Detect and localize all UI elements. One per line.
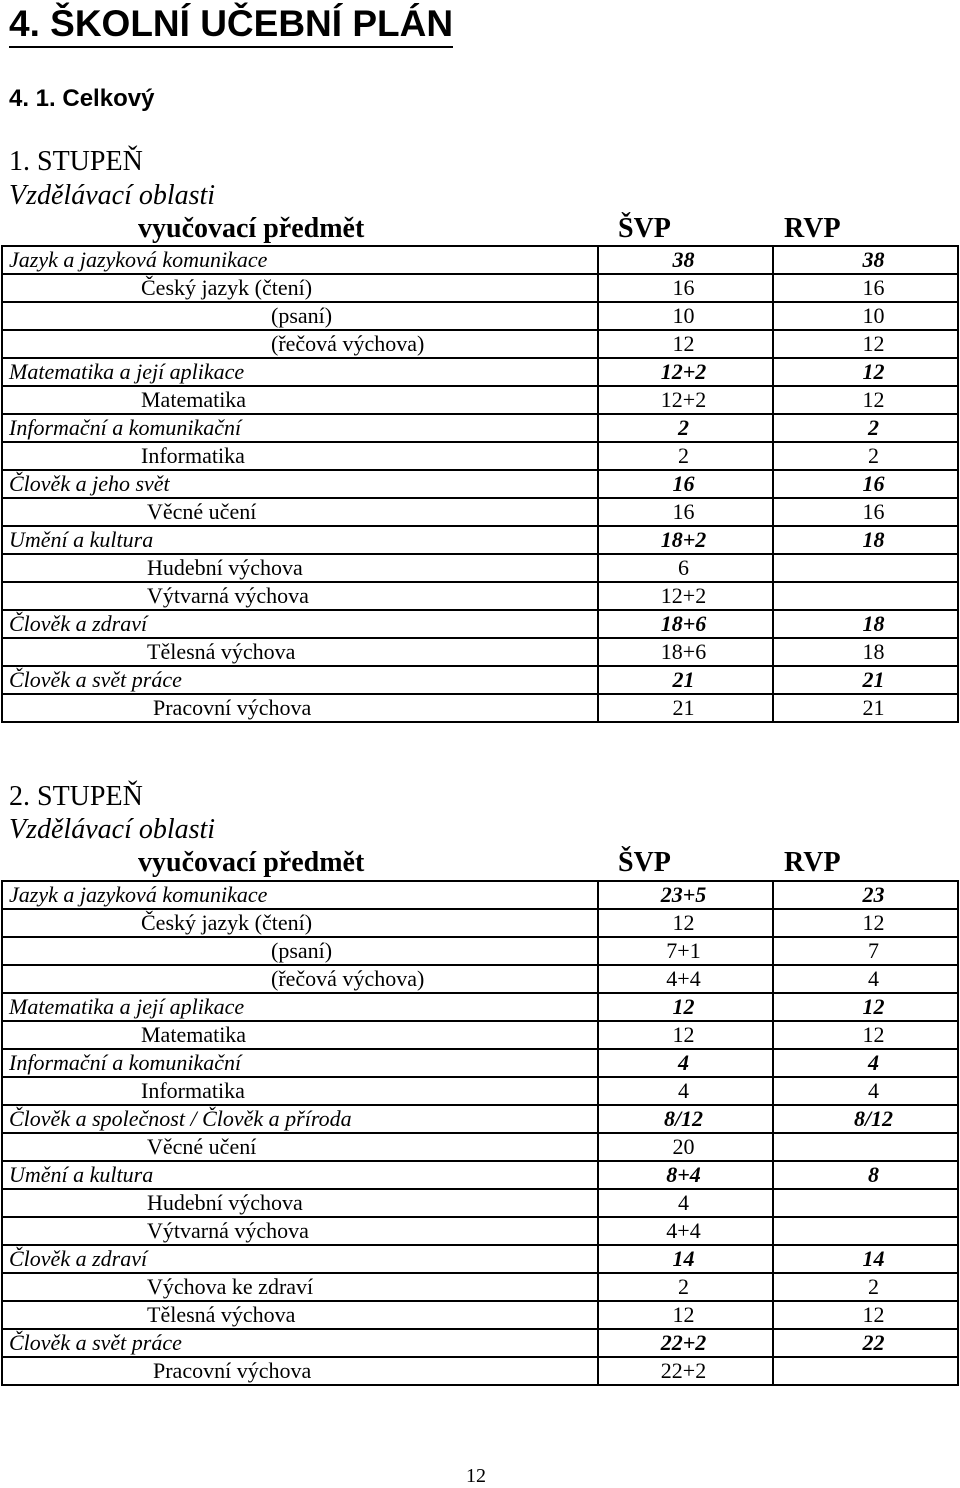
subject-name: Matematika bbox=[141, 1022, 247, 1047]
rvp-value: 10 bbox=[862, 303, 885, 328]
section-title: 4. 1. Celkový bbox=[9, 85, 155, 112]
area-row bbox=[2, 1049, 958, 1077]
area-name: Jazyk a jazyková komunikace bbox=[2, 881, 598, 909]
rvp-cell bbox=[773, 881, 958, 909]
svp-value: 7+1 bbox=[666, 938, 701, 963]
svp-value: 4 bbox=[678, 1078, 689, 1103]
stage2-col-svp: ŠVP bbox=[618, 847, 671, 878]
subject-row bbox=[2, 937, 958, 965]
svp-cell bbox=[598, 909, 773, 937]
rvp-value: 4 bbox=[868, 1050, 879, 1075]
rvp-cell bbox=[773, 554, 958, 582]
rvp-value: 12 bbox=[862, 1022, 885, 1047]
svp-value: 4+4 bbox=[666, 966, 701, 991]
svp-cell bbox=[598, 414, 773, 442]
svp-value: 12 bbox=[672, 1302, 695, 1327]
rvp-value: 2 bbox=[868, 1274, 879, 1299]
rvp-cell bbox=[773, 1161, 958, 1189]
subject-name: Pracovní výchova bbox=[153, 695, 312, 720]
area-row bbox=[2, 993, 958, 1021]
area-row bbox=[2, 1161, 958, 1189]
svp-cell bbox=[598, 1077, 773, 1105]
subject-row bbox=[2, 1189, 958, 1217]
area-name: Informační a komunikační bbox=[2, 1049, 598, 1077]
stage1-title: 1. STUPEŇ bbox=[9, 146, 143, 177]
rvp-cell bbox=[773, 694, 958, 722]
subject-row bbox=[2, 638, 958, 666]
svp-cell bbox=[598, 1357, 773, 1385]
area-name: Umění a kultura bbox=[2, 526, 598, 554]
subject-row bbox=[2, 965, 958, 993]
rvp-cell bbox=[773, 498, 958, 526]
rvp-cell bbox=[773, 246, 958, 274]
stage2-oblasti-label: Vzdělávací oblasti bbox=[9, 814, 216, 845]
subject-row bbox=[2, 302, 958, 330]
rvp-value: 2 bbox=[868, 443, 879, 468]
svp-value: 8/12 bbox=[663, 1106, 704, 1131]
rvp-cell bbox=[773, 993, 958, 1021]
svp-cell bbox=[598, 526, 773, 554]
subject-name-cell bbox=[2, 1021, 598, 1049]
subject-name-cell bbox=[2, 1301, 598, 1329]
rvp-cell bbox=[773, 330, 958, 358]
svp-cell bbox=[598, 1273, 773, 1301]
svp-value: 16 bbox=[672, 275, 695, 300]
rvp-value: 18 bbox=[862, 639, 885, 664]
page-number: 12 bbox=[466, 1465, 486, 1487]
area-name: Člověk a zdraví bbox=[2, 610, 598, 638]
svp-cell bbox=[598, 358, 773, 386]
svp-value: 2 bbox=[678, 443, 689, 468]
rvp-cell bbox=[773, 909, 958, 937]
rvp-cell bbox=[773, 1301, 958, 1329]
subject-row bbox=[2, 1217, 958, 1245]
stage2-col-rvp: RVP bbox=[784, 847, 841, 878]
subject-row bbox=[2, 694, 958, 722]
subject-row bbox=[2, 1133, 958, 1161]
rvp-cell bbox=[773, 638, 958, 666]
area-name: Matematika a její aplikace bbox=[2, 993, 598, 1021]
svp-cell bbox=[598, 582, 773, 610]
rvp-cell bbox=[773, 1273, 958, 1301]
subject-name-cell bbox=[2, 582, 598, 610]
svp-value: 10 bbox=[672, 303, 695, 328]
svp-value: 22+2 bbox=[660, 1358, 707, 1383]
rvp-value: 22 bbox=[862, 1330, 885, 1355]
rvp-value: 4 bbox=[868, 1078, 879, 1103]
rvp-value: 16 bbox=[862, 275, 885, 300]
svp-cell bbox=[598, 1021, 773, 1049]
rvp-value: 7 bbox=[868, 938, 879, 963]
rvp-cell bbox=[773, 582, 958, 610]
subject-name: (psaní) bbox=[271, 938, 333, 963]
subject-name: (řečová výchova) bbox=[271, 331, 425, 356]
subject-name-cell bbox=[2, 302, 598, 330]
svp-cell bbox=[598, 1105, 773, 1133]
rvp-cell bbox=[773, 526, 958, 554]
svp-cell bbox=[598, 554, 773, 582]
area-name: Umění a kultura bbox=[2, 1161, 598, 1189]
rvp-value: 8 bbox=[868, 1162, 879, 1187]
subject-name: Tělesná výchova bbox=[147, 639, 296, 664]
area-name: Informační a komunikační bbox=[2, 414, 598, 442]
svp-cell bbox=[598, 1189, 773, 1217]
subject-name-cell bbox=[2, 909, 598, 937]
stage2-col-predmet: vyučovací předmět bbox=[138, 847, 365, 878]
rvp-cell bbox=[773, 1021, 958, 1049]
svp-value: 12 bbox=[672, 331, 695, 356]
area-row bbox=[2, 470, 958, 498]
area-row bbox=[2, 1245, 958, 1273]
svp-cell bbox=[598, 386, 773, 414]
svp-cell bbox=[598, 498, 773, 526]
stage1-col-predmet: vyučovací předmět bbox=[138, 213, 365, 244]
rvp-value: 16 bbox=[862, 471, 885, 496]
subject-name-cell bbox=[2, 1217, 598, 1245]
subject-name: Hudební výchova bbox=[147, 555, 303, 580]
rvp-value: 12 bbox=[862, 359, 885, 384]
subject-name: Věcné učení bbox=[147, 499, 257, 524]
stage1-table bbox=[1, 245, 959, 723]
subject-row bbox=[2, 1021, 958, 1049]
rvp-value: 18 bbox=[862, 527, 885, 552]
area-name: Člověk a svět práce bbox=[2, 666, 598, 694]
area-row bbox=[2, 610, 958, 638]
subject-row bbox=[2, 1301, 958, 1329]
rvp-cell bbox=[773, 1217, 958, 1245]
subject-name: Výtvarná výchova bbox=[147, 1218, 309, 1243]
area-name: Jazyk a jazyková komunikace bbox=[2, 246, 598, 274]
subject-name: Informatika bbox=[141, 1078, 245, 1103]
svp-cell bbox=[598, 881, 773, 909]
svp-value: 2 bbox=[678, 415, 689, 440]
subject-name-cell bbox=[2, 1133, 598, 1161]
rvp-cell bbox=[773, 1245, 958, 1273]
subject-name-cell bbox=[2, 937, 598, 965]
subject-name-cell bbox=[2, 498, 598, 526]
area-row bbox=[2, 1105, 958, 1133]
rvp-value: 21 bbox=[862, 695, 885, 720]
rvp-value: 16 bbox=[862, 499, 885, 524]
svp-value: 12+2 bbox=[660, 359, 707, 384]
svp-value: 4 bbox=[678, 1050, 689, 1075]
svp-cell bbox=[598, 993, 773, 1021]
subject-name: Český jazyk (čtení) bbox=[141, 275, 313, 300]
rvp-value: 23 bbox=[862, 882, 885, 907]
svp-value: 38 bbox=[672, 247, 695, 272]
stage2-title: 2. STUPEŇ bbox=[9, 781, 143, 812]
subject-row bbox=[2, 442, 958, 470]
svp-cell bbox=[598, 1133, 773, 1161]
area-row bbox=[2, 666, 958, 694]
svp-cell bbox=[598, 330, 773, 358]
subject-name-cell bbox=[2, 638, 598, 666]
rvp-cell bbox=[773, 414, 958, 442]
svp-cell bbox=[598, 666, 773, 694]
area-name: Člověk a zdraví bbox=[2, 1245, 598, 1273]
svp-value: 12 bbox=[672, 1022, 695, 1047]
subject-name-cell bbox=[2, 1077, 598, 1105]
subject-name-cell bbox=[2, 330, 598, 358]
svp-cell bbox=[598, 1301, 773, 1329]
svp-value: 21 bbox=[672, 695, 695, 720]
rvp-value: 12 bbox=[862, 910, 885, 935]
rvp-cell bbox=[773, 1077, 958, 1105]
subject-name-cell bbox=[2, 1357, 598, 1385]
svp-value: 12 bbox=[672, 910, 695, 935]
svp-cell bbox=[598, 610, 773, 638]
subject-name: Hudební výchova bbox=[147, 1190, 303, 1215]
rvp-cell bbox=[773, 666, 958, 694]
svp-cell bbox=[598, 302, 773, 330]
rvp-cell bbox=[773, 1133, 958, 1161]
svp-cell bbox=[598, 694, 773, 722]
rvp-cell bbox=[773, 358, 958, 386]
stage1-oblasti-label: Vzdělávací oblasti bbox=[9, 180, 216, 211]
subject-name: Matematika bbox=[141, 387, 247, 412]
svp-value: 21 bbox=[672, 667, 695, 692]
svp-cell bbox=[598, 1161, 773, 1189]
rvp-cell bbox=[773, 302, 958, 330]
subject-name-cell bbox=[2, 1189, 598, 1217]
svp-value: 16 bbox=[672, 471, 695, 496]
rvp-cell bbox=[773, 470, 958, 498]
svp-cell bbox=[598, 470, 773, 498]
rvp-cell bbox=[773, 274, 958, 302]
subject-row bbox=[2, 909, 958, 937]
rvp-value: 12 bbox=[862, 994, 885, 1019]
area-name: Člověk a společnost / Člověk a příroda bbox=[2, 1105, 598, 1133]
svp-value: 22+2 bbox=[660, 1330, 707, 1355]
rvp-cell bbox=[773, 610, 958, 638]
svp-value: 18+2 bbox=[660, 527, 707, 552]
svp-value: 12+2 bbox=[660, 583, 707, 608]
subject-name: Výchova ke zdraví bbox=[147, 1274, 314, 1299]
svp-cell bbox=[598, 1217, 773, 1245]
subject-name: Výtvarná výchova bbox=[147, 583, 309, 608]
rvp-value: 18 bbox=[862, 611, 885, 636]
subject-name-cell bbox=[2, 1273, 598, 1301]
svp-value: 20 bbox=[672, 1134, 695, 1159]
rvp-value: 12 bbox=[862, 331, 885, 356]
subject-row bbox=[2, 1273, 958, 1301]
rvp-value: 8/12 bbox=[853, 1106, 894, 1131]
svp-cell bbox=[598, 937, 773, 965]
subject-name: Informatika bbox=[141, 443, 245, 468]
area-name: Matematika a její aplikace bbox=[2, 358, 598, 386]
rvp-cell bbox=[773, 1189, 958, 1217]
rvp-cell bbox=[773, 1357, 958, 1385]
rvp-cell bbox=[773, 937, 958, 965]
svp-value: 4+4 bbox=[666, 1218, 701, 1243]
area-row bbox=[2, 246, 958, 274]
svp-cell bbox=[598, 246, 773, 274]
subject-row bbox=[2, 274, 958, 302]
area-row bbox=[2, 881, 958, 909]
svp-value: 23+5 bbox=[660, 882, 707, 907]
subject-name: (řečová výchova) bbox=[271, 966, 425, 991]
subject-row bbox=[2, 582, 958, 610]
area-row bbox=[2, 1329, 958, 1357]
svp-cell bbox=[598, 1245, 773, 1273]
subject-row bbox=[2, 1077, 958, 1105]
subject-name-cell bbox=[2, 694, 598, 722]
svp-value: 4 bbox=[678, 1190, 689, 1215]
subject-name-cell bbox=[2, 442, 598, 470]
subject-row bbox=[2, 554, 958, 582]
rvp-cell bbox=[773, 442, 958, 470]
svp-value: 2 bbox=[678, 1274, 689, 1299]
svp-value: 18+6 bbox=[660, 639, 707, 664]
rvp-cell bbox=[773, 386, 958, 414]
area-name: Člověk a jeho svět bbox=[2, 470, 598, 498]
subject-name-cell bbox=[2, 965, 598, 993]
subject-row bbox=[2, 1357, 958, 1385]
subject-name: Pracovní výchova bbox=[153, 1358, 312, 1383]
area-row bbox=[2, 358, 958, 386]
rvp-cell bbox=[773, 965, 958, 993]
rvp-value: 4 bbox=[868, 966, 879, 991]
svp-cell bbox=[598, 638, 773, 666]
subject-name-cell bbox=[2, 554, 598, 582]
svp-value: 6 bbox=[678, 555, 689, 580]
rvp-value: 38 bbox=[862, 247, 885, 272]
subject-row bbox=[2, 386, 958, 414]
subject-row bbox=[2, 330, 958, 358]
svp-value: 16 bbox=[672, 499, 695, 524]
area-row bbox=[2, 526, 958, 554]
stage1-col-rvp: RVP bbox=[784, 213, 841, 244]
stage1-col-svp: ŠVP bbox=[618, 213, 671, 244]
rvp-value: 12 bbox=[862, 1302, 885, 1327]
svp-cell bbox=[598, 965, 773, 993]
rvp-cell bbox=[773, 1049, 958, 1077]
rvp-value: 14 bbox=[862, 1246, 885, 1271]
chapter-title: 4. ŠKOLNÍ UČEBNÍ PLÁN bbox=[9, 2, 453, 48]
svp-cell bbox=[598, 1329, 773, 1357]
rvp-cell bbox=[773, 1105, 958, 1133]
subject-name: (psaní) bbox=[271, 303, 333, 328]
svp-cell bbox=[598, 442, 773, 470]
subject-name: Český jazyk (čtení) bbox=[141, 910, 313, 935]
area-name: Člověk a svět práce bbox=[2, 1329, 598, 1357]
subject-name: Věcné učení bbox=[147, 1134, 257, 1159]
rvp-value: 12 bbox=[862, 387, 885, 412]
stage2-table bbox=[1, 880, 959, 1386]
area-row bbox=[2, 414, 958, 442]
svp-value: 14 bbox=[672, 1246, 695, 1271]
svp-cell bbox=[598, 274, 773, 302]
subject-name: Tělesná výchova bbox=[147, 1302, 296, 1327]
svp-value: 12 bbox=[672, 994, 695, 1019]
subject-row bbox=[2, 498, 958, 526]
svp-cell bbox=[598, 1049, 773, 1077]
rvp-value: 2 bbox=[868, 415, 879, 440]
subject-name-cell bbox=[2, 386, 598, 414]
subject-name-cell bbox=[2, 274, 598, 302]
svp-value: 8+4 bbox=[666, 1162, 701, 1187]
svp-value: 18+6 bbox=[660, 611, 707, 636]
rvp-value: 21 bbox=[862, 667, 885, 692]
rvp-cell bbox=[773, 1329, 958, 1357]
svp-value: 12+2 bbox=[660, 387, 707, 412]
